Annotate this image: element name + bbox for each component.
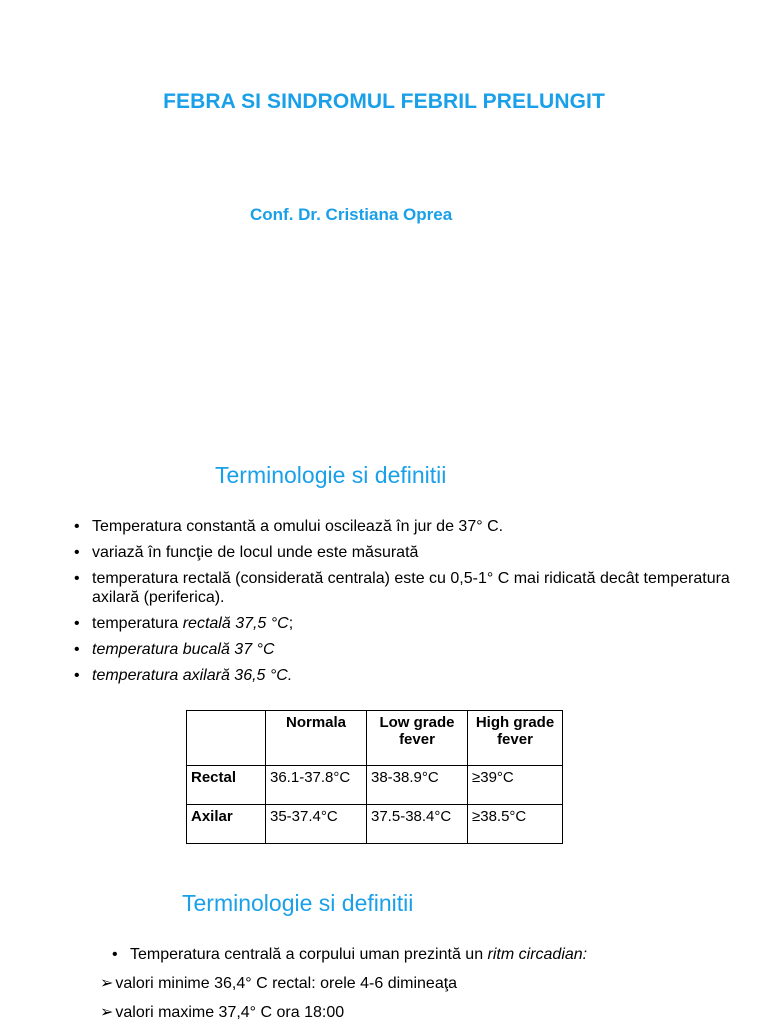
list-item: • variază în funcţie de locul unde este măsurată <box>74 544 419 561</box>
table-cell: ≥39°C <box>468 766 563 805</box>
section-heading-2: Terminologie si definitii <box>182 890 414 916</box>
list-item: • temperatura rectală 37,5 °C; <box>74 615 294 632</box>
table-row-header: Rectal <box>187 766 266 805</box>
table-cell: 36.1-37.8°C <box>266 766 367 805</box>
table-header-cell: Low grade fever <box>367 711 468 766</box>
circadian-list <box>100 945 752 1032</box>
table-cell: 38-38.9°C <box>367 766 468 805</box>
table-header-cell <box>187 711 266 766</box>
section-heading-1: Terminologie si definitii <box>215 462 447 488</box>
table-cell: 37.5-38.4°C <box>367 805 468 844</box>
table-row <box>187 805 563 844</box>
author-name: Conf. Dr. Cristiana Oprea <box>250 205 453 224</box>
table-row <box>187 766 563 805</box>
table-header-cell: High grade fever <box>468 711 563 766</box>
table-header-row <box>187 711 563 766</box>
list-item: • Temperatura constantă a omului oscilează în jur de 37° C. <box>74 518 504 535</box>
table-row-header: Axilar <box>187 805 266 844</box>
list-item: ➢ valori minime 36,4° C rectal: orele 4-6 dimineaţa <box>100 975 458 992</box>
temperature-table <box>186 710 563 844</box>
list-item: • temperatura bucală 37 °C <box>74 641 275 658</box>
document-title: FEBRA SI SINDROMUL FEBRIL PRELUNGIT <box>163 90 605 113</box>
table-header-cell: Normala <box>266 711 367 766</box>
list-item: • Temperatura centrală a corpului uman prezintă un ritm circadian: <box>112 946 588 963</box>
arrow-bullet-icon: ➢ <box>100 975 114 992</box>
list-item: ➢ valori maxime 37,4° C ora 18:00 <box>100 1004 345 1021</box>
arrow-bullet-icon: ➢ <box>100 1004 114 1021</box>
table-cell: ≥38.5°C <box>468 805 563 844</box>
table-cell: 35-37.4°C <box>266 805 367 844</box>
list-item: • temperatura rectală (considerată centrala) este cu 0,5-1° C mai ridicată decât temperatura axilară (periferica). <box>74 570 730 606</box>
definitions-list <box>74 517 744 692</box>
list-item: • temperatura axilară 36,5 °C. <box>74 667 293 684</box>
